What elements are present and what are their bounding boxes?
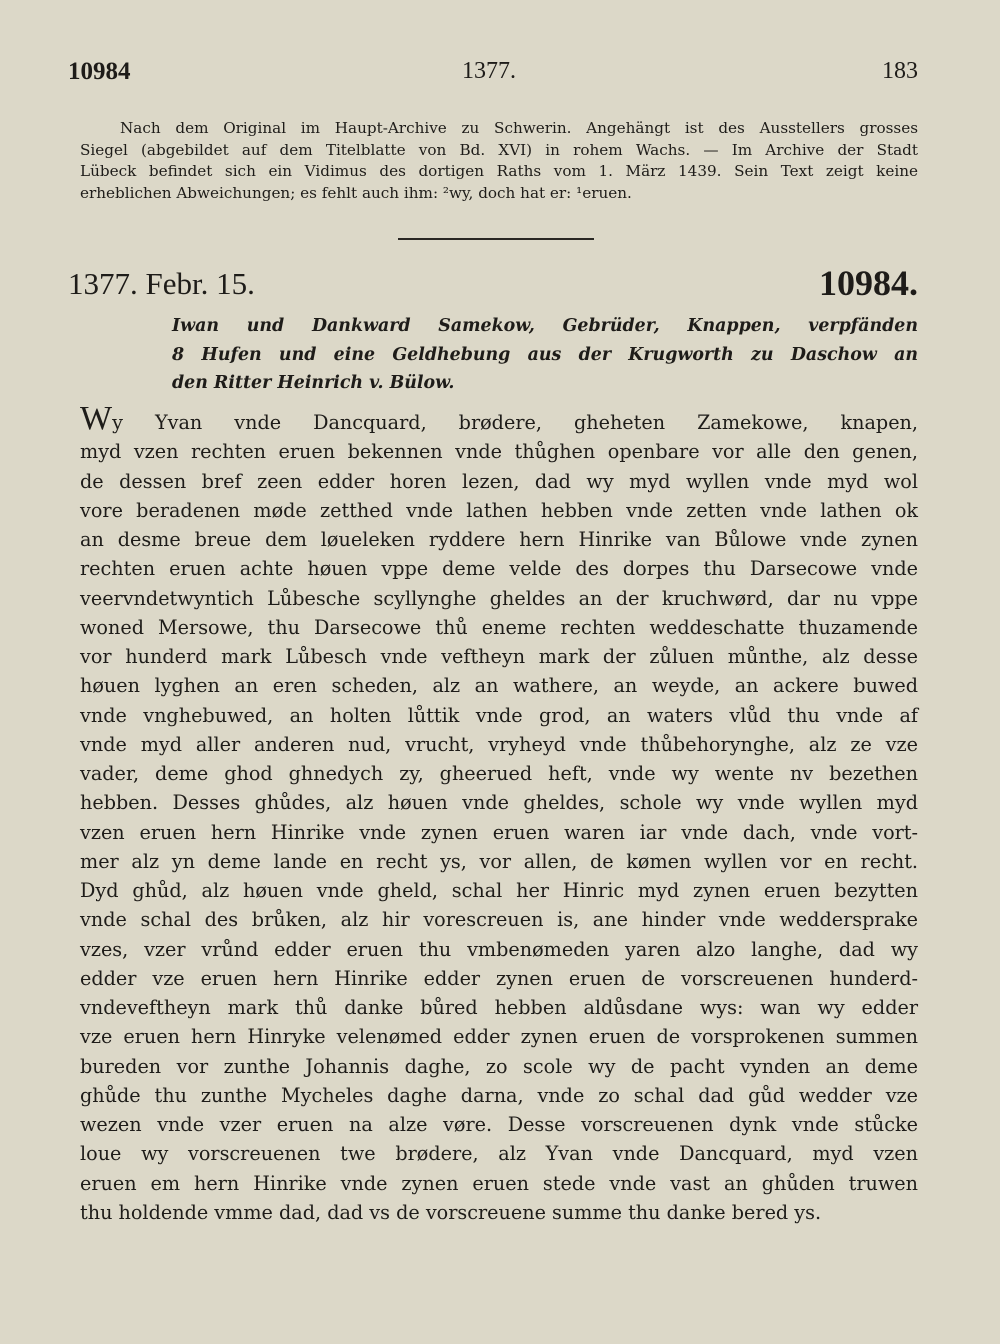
charter-text xyxy=(80,400,918,1227)
entry-heading xyxy=(68,262,918,306)
charter-line: Dyd ghůd, alz høuen vnde gheld, schal her Hinric myd zynen eruen bezytten xyxy=(80,879,918,902)
entry-date: 1377. Febr. 15. xyxy=(68,266,255,301)
charter-line: vzen eruen hern Hinrike vnde zynen eruen waren iar vnde dach, vnde vort- xyxy=(80,820,918,844)
charter-line: rechten eruen achte høuen vppe deme velde des dorpes thu Darsecowe vnde xyxy=(80,557,918,581)
header-year: 1377. xyxy=(462,58,516,84)
charter-line: de dessen bref zeen edder horen lezen, dad wy myd wyllen vnde myd wol xyxy=(80,469,918,493)
header-document-number: 10984 xyxy=(68,58,131,85)
charter-line: vader, deme ghod ghnedych zy, gheerued heft, vnde wy wente nv bezethen xyxy=(80,762,918,785)
entry-summary xyxy=(172,312,918,398)
header-page-number: 183 xyxy=(882,58,918,84)
charter-line: loue wy vorscreuenen twe brødere, alz Yvan vnde Dancquard, myd vzen xyxy=(80,1142,918,1166)
charter-first-line xyxy=(80,400,918,437)
charter-line: vnde schal des brůken, alz hir vorescreuen is, ane hinder vnde weddersprake xyxy=(80,908,918,932)
charter-line: høuen lyghen an eren scheden, alz an wathere, an weyde, an ackere buwed xyxy=(80,674,918,698)
summary-line: Iwan und Dankward Samekow, Gebrüder, Knappen, verpfänden xyxy=(172,316,918,336)
charter-line: vze eruen hern Hinryke velenømed edder zynen eruen de vorsprokenen summen xyxy=(80,1025,918,1049)
initial-letter: W xyxy=(80,400,113,437)
charter-line: edder vze eruen hern Hinrike edder zynen eruen de vorscreuenen hunderd- xyxy=(80,966,918,990)
summary-line: 8 Hufen und eine Geldhebung aus der Krugworth zu Daschow an xyxy=(172,344,918,365)
archival-note-line: Lübeck befindet sich ein Vidimus des dortigen Raths vom 1. März 1439. Sein Text zeigt keine xyxy=(80,162,918,180)
charter-line: woned Mersowe, thu Darsecowe thů eneme rechten weddeschatte thuzamende xyxy=(80,615,918,639)
charter-line: myd vzen rechten eruen bekennen vnde thůghen openbare vor alle den genen, xyxy=(80,440,918,464)
summary-line: den Ritter Heinrich v. Bülow. xyxy=(172,373,455,393)
archival-note-line: Siegel (abgebildet auf dem Titelblatte von Bd. XVI) in rohem Wachs. — Im Archive der Stadt xyxy=(80,140,918,159)
charter-line: an desme breue dem løueleken ryddere hern Hinrike van Bůlowe vnde zynen xyxy=(80,528,918,551)
archival-note-line: erheblichen Abweichungen; es fehlt auch ihm: ²wy, doch hat er: ¹eruen. xyxy=(80,183,632,202)
archival-note-line: Nach dem Original im Haupt-Archive zu Schwerin. Angehängt ist des Ausstellers grosses xyxy=(120,119,918,137)
charter-line: vor hunderd mark Lůbesch vnde veftheyn mark der zůluen můnthe, alz desse xyxy=(80,645,918,668)
charter-line: vzes, vzer vrůnd edder eruen thu vmbenømeden yaren alzo langhe, dad wy xyxy=(80,937,918,961)
archival-note xyxy=(80,118,918,204)
charter-line: vore beradenen møde zetthed vnde lathen hebben vnde zetten vnde lathen ok xyxy=(80,498,918,522)
charter-first-line-text: y Yvan vnde Dancquard, brødere, gheheten Zamekowe, knapen, xyxy=(112,411,918,434)
charter-line: vnde vnghebuwed, an holten lůttik vnde grod, an waters vlůd thu vnde af xyxy=(80,703,918,727)
charter-line: veervndetwyntich Lůbesche scyllynghe gheldes an der kruchwørd, dar nu vppe xyxy=(80,586,918,610)
charter-line: bureden vor zunthe Johannis daghe, zo scole wy de pacht vynden an deme xyxy=(80,1054,918,1078)
charter-line: hebben. Desses ghůdes, alz høuen vnde gheldes, schole wy vnde wyllen myd xyxy=(80,791,918,815)
entry-number: 10984. xyxy=(819,263,918,303)
charter-line: thu holdende vmme dad, dad vs de vorscreuene summe thu danke bered ys. xyxy=(80,1200,822,1224)
section-divider xyxy=(398,238,594,240)
charter-line: ghůde thu zunthe Mycheles daghe darna, vnde zo schal dad gůd wedder vze xyxy=(80,1083,918,1107)
running-header xyxy=(68,58,918,92)
charter-line: vnde myd aller anderen nud, vrucht, vryheyd vnde thůbehorynghe, alz ze vze xyxy=(80,732,918,756)
charter-line: eruen em hern Hinrike vnde zynen eruen stede vnde vast an ghůden truwen xyxy=(80,1171,918,1195)
charter-line: vndeveftheyn mark thů danke bůred hebben aldůsdane wys: wan wy edder xyxy=(80,996,918,1019)
charter-line: wezen vnde vzer eruen na alze vøre. Desse vorscreuenen dynk vnde stůcke xyxy=(80,1113,918,1136)
charter-line: mer alz yn deme lande en recht ys, vor allen, de kømen wyllen vor en recht. xyxy=(80,849,918,873)
